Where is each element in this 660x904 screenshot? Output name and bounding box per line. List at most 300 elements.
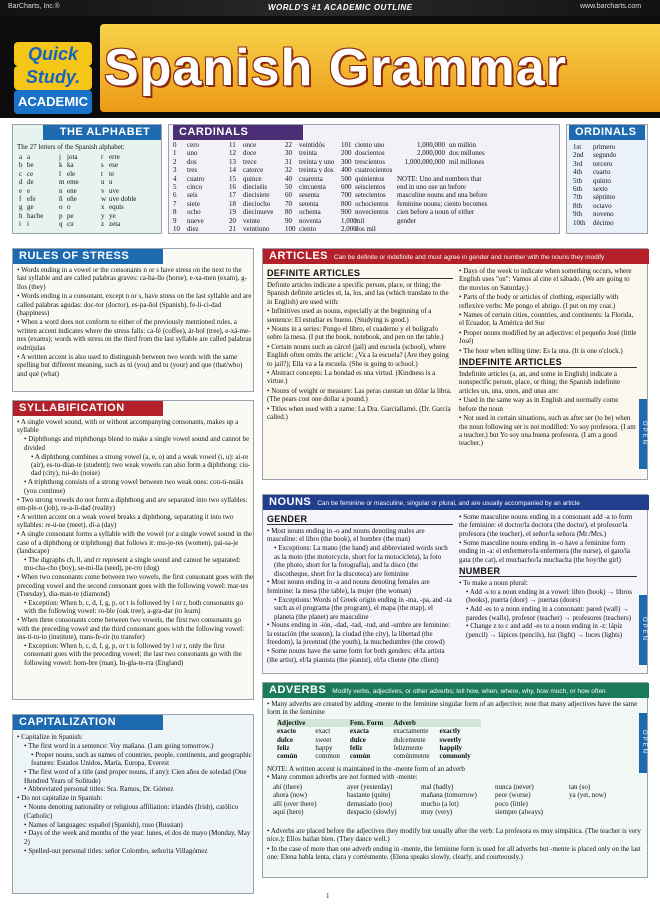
letter: ñ bbox=[59, 195, 63, 204]
cardinal-word: doce bbox=[243, 149, 257, 158]
cardinal-word: quinientos bbox=[355, 174, 385, 183]
cardinals-grid bbox=[173, 141, 557, 233]
articles-left-col bbox=[267, 267, 453, 423]
brand-name: BarCharts, Inc.® bbox=[8, 3, 60, 10]
text-line: • Used in the same way as in English and normally come before the noun bbox=[459, 396, 619, 413]
text-line: • Nouns ending in -ión, -dad, -tad, -tud, and -umbre are feminine: la estación (the season), la ciudad (the city), la libertad (the freedom), la juventud (the youth), la muchedumbre (the crowd) bbox=[267, 621, 451, 647]
cardinal-number: 6 bbox=[173, 191, 177, 200]
big-number: 1,000,000 bbox=[417, 141, 445, 149]
number-heading: NUMBER bbox=[459, 566, 637, 577]
text-line: • Spelled-out personal titles: señor Colombo, señorita Villagómez bbox=[24, 846, 208, 855]
cardinal-number: 90 bbox=[285, 216, 292, 225]
table-header: Fem. Form bbox=[349, 719, 384, 727]
adverbs-title: ADVERBS bbox=[269, 684, 327, 696]
nouns-section bbox=[262, 494, 648, 674]
letter-name: o bbox=[67, 203, 71, 212]
definite-articles-heading: DEFINITE ARTICLES bbox=[267, 268, 453, 279]
cardinal-word: seis bbox=[187, 191, 198, 200]
cardinal-number: 15 bbox=[229, 174, 236, 183]
cardinal-word: siete bbox=[187, 199, 200, 208]
text-line: • A single consonant forms a syllable with the vowel (or a single vowel sound in the case of a diphthong or triphthong) that follows it: mu-je-res (women), pai-sa-je (landscape) bbox=[17, 530, 252, 556]
adverbs-list bbox=[273, 783, 643, 816]
letter: o bbox=[59, 203, 63, 212]
letter: x bbox=[101, 203, 105, 212]
cardinal-number: 700 bbox=[341, 191, 352, 200]
table-cell: happily bbox=[439, 743, 463, 752]
nouns-title: NOUNS bbox=[269, 496, 312, 508]
cardinal-extra bbox=[397, 166, 557, 174]
cardinal-word: diecisiete bbox=[243, 191, 270, 200]
letter: u bbox=[101, 178, 105, 187]
cardinal-number: 200 bbox=[341, 149, 352, 158]
cardinal-number: 19 bbox=[229, 208, 236, 217]
letter-name: u bbox=[109, 178, 113, 187]
letter-name: a bbox=[27, 153, 31, 161]
cardinal-word: ciento bbox=[299, 225, 317, 234]
cardinal-word: setecientos bbox=[355, 191, 386, 200]
big-number: 1,000,000,000 bbox=[404, 157, 445, 166]
letter: p bbox=[59, 211, 63, 220]
text-line: • Some masculine nouns ending in a consonant add -a to form the feminine: el doctor/la doctora (the doctor), el profesor/la profesora (the teacher), el señor/la señora (Mr./Mrs.) bbox=[459, 513, 633, 538]
ordinal-word: séptimo bbox=[593, 193, 616, 202]
cardinal-number: 17 bbox=[229, 191, 236, 200]
table-cell: exactamente bbox=[393, 727, 429, 736]
cardinal-word: treinta y uno bbox=[299, 157, 335, 166]
cardinal-number: 32 bbox=[285, 166, 292, 175]
letter: q bbox=[59, 220, 63, 229]
text-line: • A written accent is also used to distinguish between two words with the same spelling but different meaning, such as tú (you) and tu (your) and que (that/who) and qué (what) bbox=[17, 353, 243, 378]
cardinals-heading: CARDINALS bbox=[173, 125, 303, 140]
ordinal-abbr: 1st bbox=[573, 143, 582, 151]
letter: z bbox=[101, 220, 105, 229]
ordinal-abbr: 2nd bbox=[573, 151, 584, 160]
ordinals-section bbox=[566, 124, 648, 234]
stress-text bbox=[17, 266, 253, 379]
text-line: • Not used in certain situations, such as after ser (to be) when the noun following ser is not modified: Yo soy profesora. (I am a teacher.) but Yo soy una buena profesora. (I am a good teacher.) bbox=[459, 414, 636, 448]
table-header: Adjective bbox=[277, 719, 306, 727]
cardinal-number: 50 bbox=[285, 183, 292, 192]
list-cell: muy (very) bbox=[421, 807, 453, 816]
letter-name: ene bbox=[67, 186, 77, 195]
cardinals-section bbox=[168, 124, 560, 234]
text-line: Definite articles indicate a specific person, place, or thing; the Spanish definite articles el, la, los, and las (which translate to the in English) are used with: bbox=[267, 281, 449, 306]
text-line: • A written accent on a weak vowel breaks a diphthong, separating it into two syllables: re-ú-ne (meet), dí-a (day) bbox=[17, 512, 234, 530]
ordinal-word: tercero bbox=[593, 159, 613, 168]
cardinal-number: 800 bbox=[341, 199, 352, 208]
cardinal-number: 9 bbox=[173, 216, 177, 225]
text-line: Indefinite articles (a, an, and some in English) indicate a nonspecific person, place, or thing; the Spanish indefinite articles un, una, unos, and unas are: bbox=[459, 370, 621, 395]
text-line: • Do not capitalize in Spanish: bbox=[17, 794, 103, 803]
text-line: • Certain nouns such as cárcel (jail) and escuela (school), where English often omits the article: ¿Va a la escuela? (Are they going to jail?); Ella va a la escuela. (She is going to school.) bbox=[267, 342, 449, 368]
cardinal-word: dos bbox=[187, 157, 197, 166]
text-line: • Change z to c and add -es to a noun ending in -z: lápiz (pencil) → lápices (pencils), luz (light) → luces (lights) bbox=[466, 622, 623, 639]
list-cell bbox=[569, 800, 643, 808]
nouns-right-col bbox=[459, 513, 637, 640]
list-cell: nunca (never) bbox=[495, 783, 534, 791]
table-header bbox=[315, 719, 350, 727]
letter-name: e bbox=[27, 186, 31, 195]
adverbs-section bbox=[262, 682, 648, 878]
cardinal-number: 4 bbox=[173, 174, 177, 183]
website: www.barcharts.com bbox=[580, 3, 642, 10]
cardinal-word: veinte bbox=[243, 216, 261, 225]
ordinals-list bbox=[573, 143, 647, 227]
cardinal-number: 400 bbox=[341, 166, 352, 175]
articles-subtitle: Can be definite or indefinite and must agree in gender and number with the nouns they modify bbox=[334, 254, 605, 261]
nouns-heading bbox=[263, 495, 649, 510]
letter-name: jota bbox=[67, 153, 78, 161]
table-header bbox=[439, 719, 480, 727]
ordinal-word: primero bbox=[593, 143, 616, 151]
cardinal-number: 7 bbox=[173, 199, 177, 208]
big-number: 2,000,000 bbox=[417, 149, 445, 158]
cardinal-extra bbox=[397, 174, 557, 225]
text-line: • Parts of the body or articles of clothing, especially with reflexive verbs: Me pongo el abrigo. (I put on my coat.) bbox=[459, 293, 619, 310]
letter: d bbox=[19, 178, 23, 187]
list-cell: bastante (quite) bbox=[347, 791, 391, 800]
logo-academic: ACADEMIC bbox=[14, 90, 92, 114]
cardinal-number: 14 bbox=[229, 166, 236, 175]
cardinal-number: 8 bbox=[173, 208, 177, 217]
number-text bbox=[459, 579, 637, 639]
ordinal-abbr: 3rd bbox=[573, 159, 583, 168]
text-line: • When two consonants come between two vowels, the first consonant goes with the preceding vowel and the second consonant goes with the following vowel: mar-tes (Tuesday), dia-man-te (diamond) bbox=[17, 573, 253, 599]
cardinal-word: sesenta bbox=[299, 191, 320, 200]
table-cell: exactly bbox=[439, 727, 461, 736]
text-line: • The first word of a title (and proper nouns, if any): Cien años de soledad (One Hundred Years of Solitude) bbox=[24, 768, 247, 785]
cardinal-number: 3 bbox=[173, 166, 177, 175]
text-line: • Some masculine nouns ending in -o have a feminine form ending in -a: el enfermero/la enfermera (the nurse), el gato/la gata (the cat), el muchacho/la muchacha (the boy/the girl) bbox=[459, 538, 631, 564]
letter: e bbox=[19, 186, 23, 195]
adverbs-intro: • Many adverbs are created by adding -mente to the feminine singular form of an adjective; note that many adjectives have the same form in the feminine bbox=[267, 700, 638, 717]
big-word: mil millones bbox=[449, 157, 485, 166]
ordinal-word: segundo bbox=[593, 151, 617, 160]
table-cell: exacta bbox=[349, 727, 369, 736]
ordinal-abbr: 10th bbox=[573, 218, 586, 227]
text-line: • Names of languages: español (Spanish), ruso (Russian) bbox=[24, 820, 183, 829]
table-header-row bbox=[277, 719, 481, 727]
text-line: • Words ending in a consonant, except n or s, have stress on the last syllable and are called palabras agudas: doc-tor (doctor), es-pa-ñol (Spanish), fe-li-ci-dad (happiness) bbox=[17, 292, 252, 318]
cardinal-number: 11 bbox=[229, 141, 236, 149]
adverbs-subtitle: Modify verbs, adjectives, or other adverbs; tell how, when, where, why, how much, or how often bbox=[332, 688, 606, 695]
cardinal-number: 60 bbox=[285, 191, 292, 200]
ordinal-abbr: 8th bbox=[573, 201, 582, 210]
table-row bbox=[277, 744, 481, 752]
cardinal-word: setenta bbox=[299, 199, 319, 208]
cardinal-extra bbox=[397, 158, 557, 166]
letter-name: ese bbox=[109, 161, 118, 170]
letter-name: erre bbox=[109, 153, 120, 161]
articles-heading bbox=[263, 249, 649, 264]
cardinal-number: 900 bbox=[341, 208, 352, 217]
cardinal-word: cuatrocientos bbox=[355, 166, 393, 175]
letter: s bbox=[101, 161, 104, 170]
cardinal-word: trescientos bbox=[355, 157, 385, 166]
ordinals-heading: ORDINALS bbox=[569, 125, 645, 140]
text-line: • Exception: When b, c, d, f, g, p, or t is followed by l or r, both consonants go with the following vowel: ro-ble (oak tree), a-gra-dar (to learn) bbox=[24, 599, 244, 616]
text-line: • Exceptions: Words of Greek origin ending in -ma, -pa, and -ta such as el programa (the program), el mapa (the map), el planeta (the planet) are masculine bbox=[274, 595, 452, 621]
tagline: WORLD'S #1 ACADEMIC OUTLINE bbox=[268, 3, 413, 12]
letter-name: ge bbox=[27, 203, 34, 212]
alphabet-heading: THE ALPHABET bbox=[43, 125, 161, 140]
text-line: • Adverbs are placed before the adjectives they modify but usually after the verb: La profesora es muy simpática. (The teacher is very nice.); Ellos bailan bien. (They dance well.) bbox=[267, 827, 641, 844]
table-cell: common bbox=[315, 752, 340, 761]
text-line: • Nouns of weight or measure: Las peras cuestan un dólar la libra. (The pears cost one dollar a pound.) bbox=[267, 386, 452, 404]
list-row bbox=[273, 808, 643, 816]
letter: t bbox=[101, 169, 103, 178]
cardinal-number: 2 bbox=[173, 157, 177, 166]
letter-name: ce bbox=[27, 169, 34, 178]
letter-name: zeta bbox=[109, 220, 121, 229]
definite-articles-text bbox=[267, 281, 453, 422]
text-line: • Exception: When b, c, d, f, g, p, or t is followed by l or r, only the first consonant goes with the preceding vowel; the last two consonants go with the following vowel: hom-bre (man), In-gla-te-rra (England) bbox=[24, 642, 242, 667]
letter-name: equis bbox=[109, 203, 124, 212]
cardinal-word: ochocientos bbox=[355, 199, 389, 208]
logo-study: Study. bbox=[14, 66, 92, 90]
table-cell: felizmente bbox=[393, 743, 423, 752]
letter-name: hache bbox=[27, 211, 44, 220]
letter-name: ka bbox=[67, 161, 74, 170]
cardinal-word: cinco bbox=[187, 183, 203, 192]
capitalization-section bbox=[12, 714, 254, 894]
list-row bbox=[273, 791, 643, 799]
indefinite-articles-text bbox=[459, 370, 637, 448]
ordinal-abbr: 7th bbox=[573, 193, 582, 202]
table-header: Adverb bbox=[393, 719, 416, 727]
text-line: • Most nouns ending in -o and nouns denoting males are masculine: el libro (the book), el hombre (the man) bbox=[267, 527, 425, 544]
text-line: • A triphthong consists of a strong vowel between two weak ones: con-ti-nuáis (you continue) bbox=[24, 478, 244, 495]
text-line: • Most nouns ending in -a and nouns denoting females are feminine: la mesa (the table), la mujer (the woman) bbox=[267, 578, 430, 595]
letter: a bbox=[19, 153, 23, 161]
letter: h bbox=[19, 211, 23, 220]
letter-name: eñe bbox=[67, 195, 77, 204]
letter: y bbox=[101, 211, 105, 220]
nouns-left-col bbox=[267, 513, 453, 665]
text-line: • Days of the week to indicate when something occurs, where English uses "on": Vamos al cine el sábado. (We are going to the movies on Saturday.) bbox=[459, 267, 632, 292]
list-cell: aquí (here) bbox=[273, 807, 304, 816]
table-cell: happy bbox=[315, 743, 333, 752]
table-cell: dulcemente bbox=[393, 735, 426, 744]
cardinal-word: mil bbox=[355, 216, 365, 225]
syllabification-section bbox=[12, 400, 254, 700]
text-line: • Infinitives used as nouns, especially at the beginning of a sentence: El estudiar es bueno. (Studying is good.) bbox=[267, 307, 432, 324]
letter-name: efe bbox=[27, 195, 36, 204]
cardinal-number: 10 bbox=[173, 225, 180, 234]
cardinal-word: treinta bbox=[299, 149, 317, 158]
ordinal-word: cuarto bbox=[593, 168, 611, 177]
cardinal-word: treinta y dos bbox=[299, 166, 334, 175]
list-cell: despacio (slowly) bbox=[347, 807, 397, 816]
table-cell: sweetly bbox=[439, 735, 462, 744]
table-row bbox=[277, 727, 481, 735]
letter: b bbox=[19, 161, 23, 170]
cardinal-word: noventa bbox=[299, 216, 322, 225]
letter: m bbox=[59, 178, 65, 187]
cardinal-number: 20 bbox=[229, 216, 236, 225]
list-cell: poco (little) bbox=[495, 799, 528, 808]
cardinal-extra bbox=[397, 225, 557, 233]
cardinal-word: quince bbox=[243, 174, 262, 183]
cardinal-number: 21 bbox=[229, 225, 236, 234]
list-row bbox=[273, 783, 643, 791]
alphabet-grid bbox=[19, 153, 161, 229]
cardinal-word: tres bbox=[187, 166, 198, 175]
cardinal-number: 22 bbox=[285, 141, 292, 149]
letter: r bbox=[101, 153, 104, 161]
quickstudy-logo bbox=[14, 42, 92, 120]
text-line: • Some nouns have the same form for both genders: el/la artista (the artist), el/la pianista (the pianist), el/la cliente (the client) bbox=[267, 647, 445, 664]
cardinal-word: dieciocho bbox=[243, 199, 271, 208]
table-cell: dulce bbox=[277, 735, 293, 744]
cardinal-word: seiscientos bbox=[355, 183, 386, 192]
letter-name: ele bbox=[67, 169, 76, 178]
cardinals-note: NOTE: Uno and numbers that end in uno use un before masculine nouns and una before feminine nouns; ciento becomes cien before a noun of either gender bbox=[397, 174, 488, 225]
table-cell: exacto bbox=[277, 727, 297, 736]
list-cell: mucho (a lot) bbox=[421, 799, 459, 808]
list-cell bbox=[569, 808, 643, 816]
list-cell: ahora (now) bbox=[273, 791, 308, 800]
indefinite-articles-heading: INDEFINITE ARTICLES bbox=[459, 357, 637, 368]
cardinal-number: 500 bbox=[341, 174, 352, 183]
table-cell: exact bbox=[315, 727, 331, 736]
text-line: • Days of the week and months of the year: lunes, el dos de mayo (Monday, May 2) bbox=[24, 829, 251, 846]
letter: k bbox=[59, 161, 63, 170]
cardinal-word: nueve bbox=[187, 216, 204, 225]
ordinal-word: sexto bbox=[593, 185, 608, 194]
cardinal-word: veintidós bbox=[299, 141, 325, 149]
adverbs-not-mente: • Many common adverbs are not formed with -mente: bbox=[267, 773, 418, 781]
adverbs-note: NOTE: A written accent is maintained in the -mente form of an adverb bbox=[267, 765, 465, 773]
letter: j bbox=[59, 153, 61, 161]
letter-name: te bbox=[109, 169, 115, 178]
gender-more bbox=[459, 513, 637, 564]
cardinal-number: 1,000 bbox=[341, 216, 357, 225]
cardinal-word: ochenta bbox=[299, 208, 321, 217]
text-line: • To make a noun plural: bbox=[459, 578, 528, 587]
text-line: • Words ending in a vowel or the consonants n or s have stress on the next to the last syllable and are called palabras graves: ca-ba-llo (horse), e-xa-men (exam), g-llos (they) bbox=[17, 266, 247, 291]
text-line: • The digraphs ch, ll, and rr represent a single sound and cannot be separated: mu-cha-cho (boy), se-mi-lla (seed), pe-rro (dog) bbox=[24, 556, 241, 573]
cardinal-word: dos mil bbox=[355, 225, 376, 234]
table-cell: sweet bbox=[315, 735, 332, 744]
text-line: • Capitalize in Spanish: bbox=[17, 733, 83, 741]
list-cell: mañana (tomorrow) bbox=[421, 791, 477, 800]
cardinal-word: novecientos bbox=[355, 208, 389, 217]
text-line: • Names of certain cities, countries, and continents: la Florida, el Ecuador, la América del Sur bbox=[459, 311, 634, 328]
cardinal-number: 2,000 bbox=[341, 225, 357, 234]
table-cell: feliz bbox=[349, 743, 363, 752]
cardinal-word: once bbox=[243, 141, 257, 149]
list-cell: tan (so) bbox=[569, 783, 591, 791]
table-row bbox=[277, 752, 481, 760]
gender-text bbox=[267, 527, 453, 664]
cardinal-word: cuarenta bbox=[299, 174, 323, 183]
stress-section bbox=[12, 248, 254, 392]
side-tab-adverbs: OPEN bbox=[639, 713, 647, 773]
cardinal-word: cincuenta bbox=[299, 183, 326, 192]
list-cell: siempre (always) bbox=[495, 807, 544, 816]
cardinal-word: trece bbox=[243, 157, 257, 166]
letter: i bbox=[19, 220, 21, 229]
cardinal-word: doscientos bbox=[355, 149, 385, 158]
cardinal-number: 30 bbox=[285, 149, 292, 158]
side-tab: OPEN bbox=[639, 399, 647, 469]
cardinal-number: 101 bbox=[341, 141, 352, 149]
syllabification-heading: SYLLABIFICATION bbox=[13, 401, 163, 416]
gender-heading: GENDER bbox=[267, 514, 453, 525]
ordinal-word: noveno bbox=[593, 210, 614, 219]
cardinal-word: uno bbox=[187, 149, 198, 158]
list-cell: demasiado (too) bbox=[347, 799, 393, 808]
table-cell: feliz bbox=[277, 743, 290, 752]
letter: n bbox=[59, 186, 63, 195]
table-cell: común bbox=[277, 752, 298, 761]
logo-quick: Quick bbox=[14, 42, 92, 66]
page-number: 1 bbox=[326, 892, 330, 900]
text-line: • When a word does not conform to either of the previously mentioned rules, a written accent indicates where the stress falls: ca-fé (coffee), ár-bol (tree), e-xá-me-nes (exams); words with stress on the third from the last syllable are called palabras esdrújulas bbox=[17, 318, 252, 352]
cardinal-number: 80 bbox=[285, 208, 292, 217]
ordinal-abbr: 9th bbox=[573, 210, 582, 219]
list-cell: ya (yet, now) bbox=[569, 791, 607, 800]
ordinal-word: décimo bbox=[593, 218, 614, 227]
cardinal-word: veintiuno bbox=[243, 225, 270, 234]
text-line: • When three consonants come between two vowels, the first two consonants go with the preceding vowel and the third consonant goes with the following vowel: ins-ti-tu-to (institute), trans-fe-rir (to transfer) bbox=[17, 616, 245, 642]
letter-name: eme bbox=[67, 178, 79, 187]
text-line: • Add -es to a noun ending in a consonant: pared (wall) → paredes (walls), profesor (teacher) → profesores (teachers) bbox=[466, 605, 631, 622]
stress-heading: RULES OF STRESS bbox=[13, 249, 163, 264]
alphabet-section bbox=[12, 124, 162, 234]
big-word: un millón bbox=[449, 141, 477, 149]
cardinal-number: 100 bbox=[285, 225, 296, 234]
list-row bbox=[273, 800, 643, 808]
capitalization-text bbox=[17, 733, 253, 856]
text-line: • A single vowel sound, with or without accompanying consonants, makes up a syllable bbox=[17, 418, 239, 435]
cardinal-number: 1 bbox=[173, 149, 177, 158]
nouns-subtitle: Can be feminine or masculine, singular or plural, and are usually accompanied by an article bbox=[317, 500, 580, 507]
letter-name: pe bbox=[67, 211, 74, 220]
text-line: • The first word in a sentence: Voy mañana. (I am going tomorrow.) bbox=[24, 741, 214, 750]
text-line: • Abstract concepts: La bondad es una virtud. (Kindness is a virtue.) bbox=[267, 369, 436, 386]
cardinal-number: 0 bbox=[173, 141, 177, 149]
list-cell: allí (over there) bbox=[273, 799, 317, 808]
text-line: • Exceptions: La mano (the hand) and abbreviated words such as la moto (the motorcycle, short for la motocicleta), la foto (the photo, short for la fotografía), and la disco (the discotheque, short for la discoteca) are feminine bbox=[274, 544, 448, 578]
table-cell: dulce bbox=[349, 735, 366, 744]
syllabification-text bbox=[17, 418, 253, 668]
letter: c bbox=[19, 169, 23, 178]
letter: f bbox=[19, 195, 22, 204]
letter-name: cu bbox=[67, 220, 74, 229]
text-line: • In the case of more than one adverb ending in -mente, the feminine form is used for all adverbs but -mente is placed only on the last one: Elena habla lenta, clara y cortésmente. (Elena speaks slowly, clearly, and courteously.) bbox=[267, 844, 641, 862]
cardinal-extra bbox=[397, 149, 557, 157]
cardinal-word: cero bbox=[187, 141, 200, 149]
page-title: Spanish Grammar bbox=[104, 39, 567, 97]
list-cell: peor (worse) bbox=[495, 791, 531, 800]
table-cell: commonly bbox=[439, 752, 471, 761]
letter: l bbox=[59, 169, 61, 178]
capitalization-heading: CAPITALIZATION bbox=[13, 715, 163, 730]
cardinal-word: diecinueve bbox=[243, 208, 274, 217]
letter: v bbox=[101, 186, 105, 195]
table-row bbox=[277, 736, 481, 744]
side-tab-nouns: OPEN bbox=[639, 595, 647, 665]
ordinal-word: octavo bbox=[593, 201, 612, 210]
text-line: • Proper nouns, such as names of countries, people, continents, and geographic features: Estados Unidos, María, Europa, Everest bbox=[31, 750, 252, 768]
adverbs-heading bbox=[263, 683, 649, 698]
text-line: • Titles when used with a name: La Dra. Garcíallamó. (Dr. García called.) bbox=[267, 404, 451, 422]
list-cell: ayer (yesterday) bbox=[347, 783, 393, 791]
letter-name: uve bbox=[109, 186, 120, 195]
cardinal-extra bbox=[397, 141, 557, 149]
articles-title: ARTICLES bbox=[269, 250, 328, 262]
